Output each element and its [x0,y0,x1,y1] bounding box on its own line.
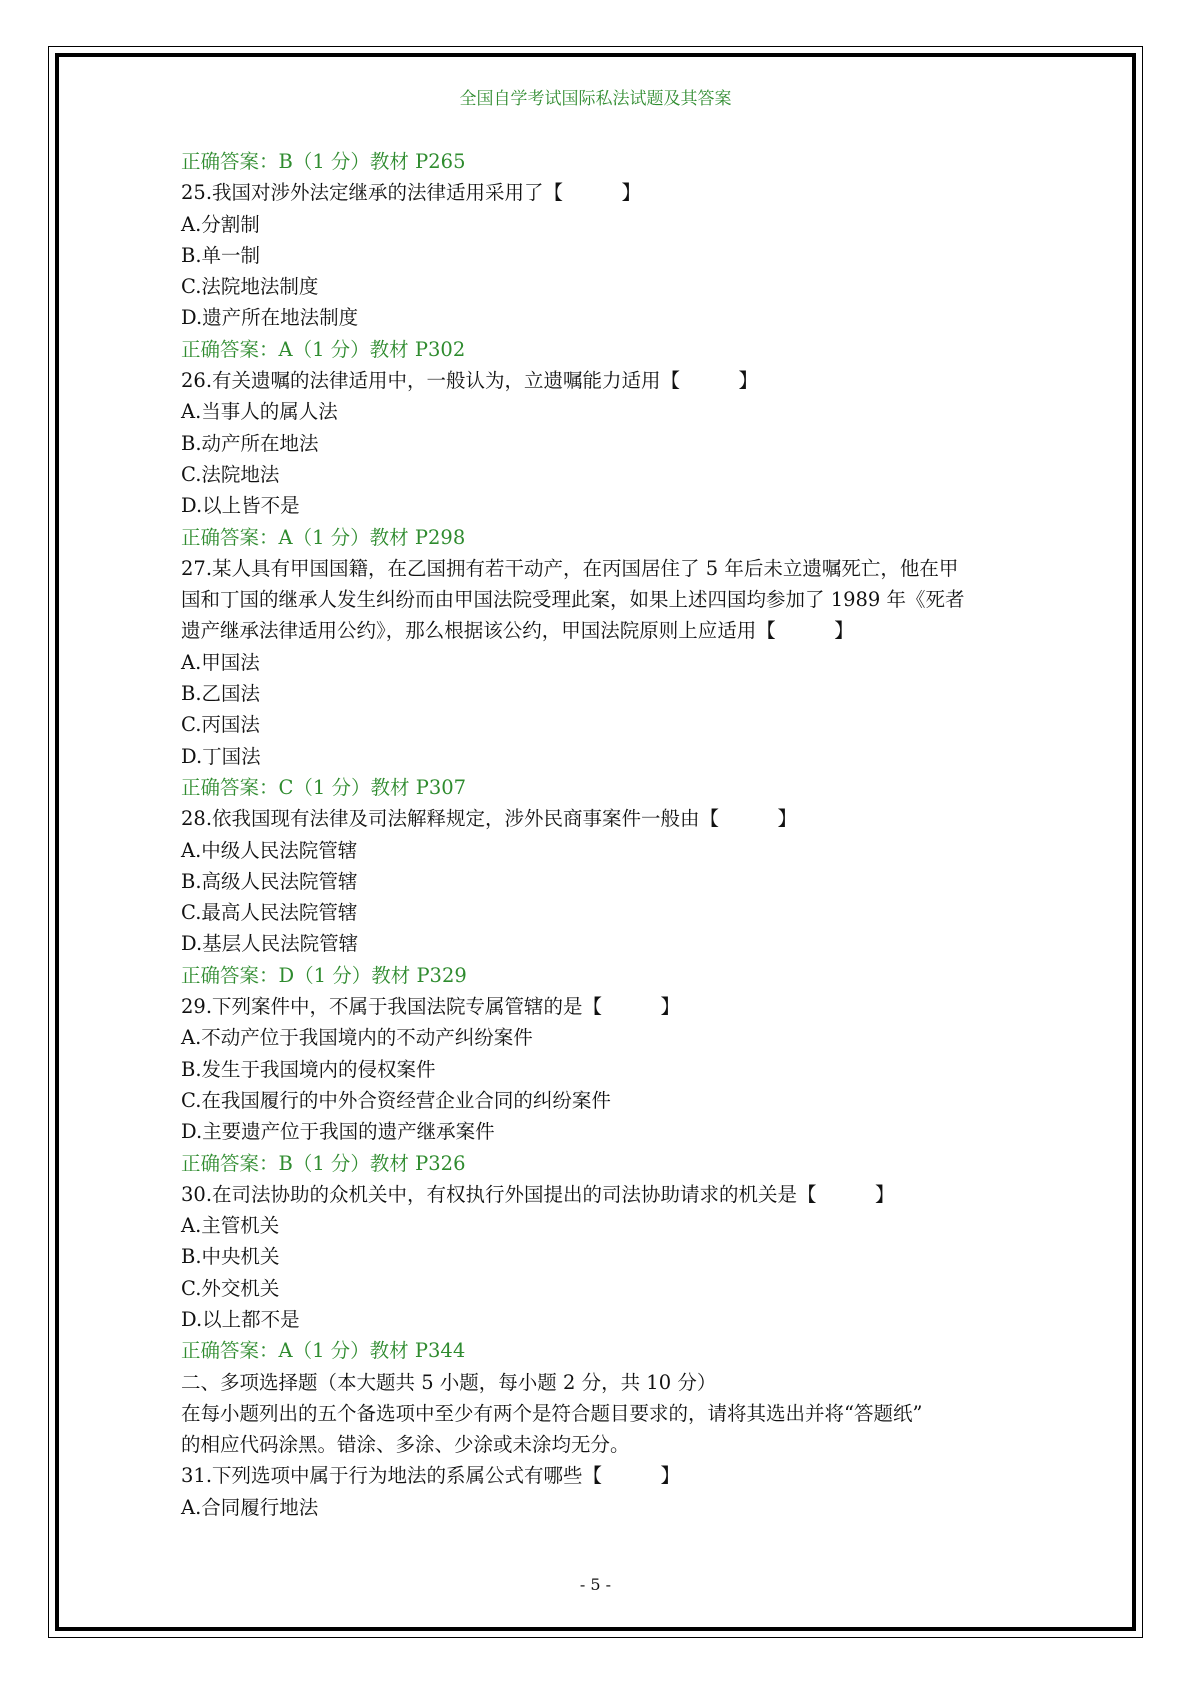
section-line: 二、多项选择题（本大题共 5 小题，每小题 2 分，共 10 分） [181,1370,717,1394]
option-line: C.最高人民法院管辖 [181,901,358,925]
option-line: A.当事人的属人法 [181,400,338,424]
question-line: 26.有关遗嘱的法律适用中，一般认为，立遗嘱能力适用【 】 [181,369,759,393]
option-line: B.中央机关 [181,1245,280,1269]
option-line: D.以上皆不是 [181,494,300,518]
question-line: 遗产继承法律适用公约》，那么根据该公约，甲国法院原则上应适用【 】 [181,619,854,643]
question-line: 28.依我国现有法律及司法解释规定，涉外民商事案件一般由【 】 [181,807,798,831]
option-line: B.动产所在地法 [181,431,319,455]
option-line: C.外交机关 [181,1276,280,1300]
option-line: C.法院地法制度 [181,275,319,299]
question-line: 29.下列案件中，不属于我国法院专属管辖的是【 】 [181,995,681,1019]
option-line: D.基层人民法院管辖 [181,932,359,956]
question-line: 国和丁国的继承人发生纠纷而由甲国法院受理此案，如果上述四国均参加了 1989 年《死者 [181,588,965,612]
question-line: 27.某人具有甲国国籍，在乙国拥有若干动产，在丙国居住了 5 年后未立遗嘱死亡，他在甲 [181,556,959,580]
page-number: - 5 - [579,1575,612,1594]
option-line: D.丁国法 [181,744,261,768]
document-header-title: 全国自学考试国际私法试题及其答案 [459,89,732,109]
answer-line: 正确答案：B（1 分）教材 P265 [181,150,466,173]
document-body [181,146,1021,1523]
section-line: 的相应代码涂黑。错涂、多涂、少涂或未涂均无分。 [181,1433,630,1457]
answer-line: 正确答案：A（1 分）教材 P344 [181,1339,466,1363]
option-line: D.主要遗产位于我国的遗产继承案件 [181,1120,495,1144]
question-line: 25.我国对涉外法定继承的法律适用采用了【 】 [181,181,642,205]
option-line: A.分割制 [181,212,260,236]
option-line: B.单一制 [181,243,261,267]
section-line: 在每小题列出的五个备选项中至少有两个是符合题目要求的，请将其选出并将“答题纸” [181,1401,923,1425]
option-line: B.发生于我国境内的侵权案件 [181,1057,436,1081]
question-line: 31.下列选项中属于行为地法的系属公式有哪些【 】 [181,1464,681,1488]
option-line: C.在我国履行的中外合资经营企业合同的纠纷案件 [181,1088,611,1112]
option-line: C.法院地法 [181,462,280,486]
option-line: A.甲国法 [181,650,260,674]
answer-line: 正确答案：A（1 分）教材 P302 [181,337,466,361]
option-line: A.不动产位于我国境内的不动产纠纷案件 [181,1026,533,1050]
option-line: C.丙国法 [181,713,260,737]
option-line: A.中级人民法院管辖 [181,838,358,862]
option-line: D.以上都不是 [181,1307,300,1331]
option-line: A.合同履行地法 [181,1495,319,1519]
answer-line: 正确答案：B（1 分）教材 P326 [181,1151,466,1175]
answer-line: 正确答案：A（1 分）教材 P298 [181,525,466,549]
option-line: B.高级人民法院管辖 [181,869,358,893]
option-line: A.主管机关 [181,1214,280,1238]
answer-line: 正确答案：C（1 分）教材 P307 [181,775,467,799]
option-line: D.遗产所在地法制度 [181,306,359,330]
option-line: B.乙国法 [181,682,261,706]
answer-line: 正确答案：D（1 分）教材 P329 [181,963,467,987]
question-line: 30.在司法协助的众机关中，有权执行外国提出的司法协助请求的机关是【 】 [181,1182,895,1206]
